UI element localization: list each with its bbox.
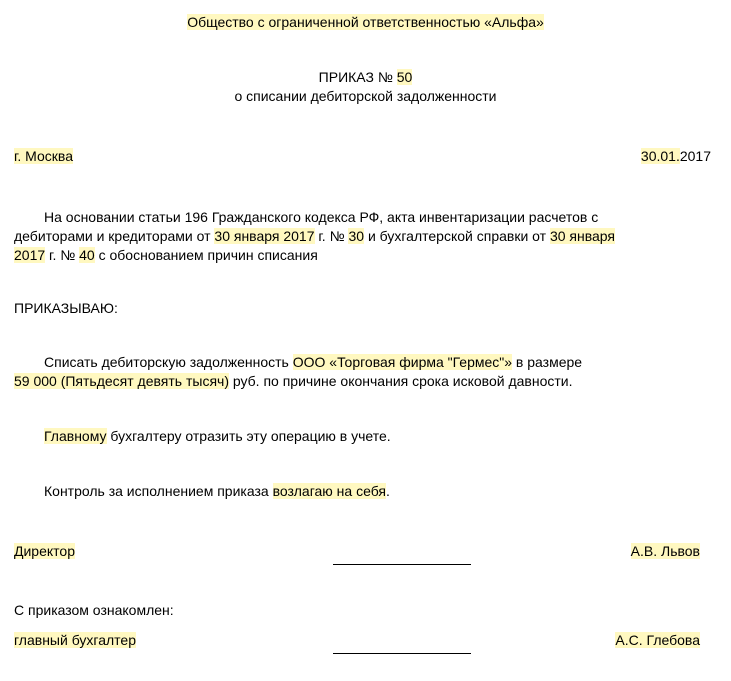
item1-line-1 <box>44 353 582 372</box>
order-title-prefix: ПРИКАЗ № <box>318 69 397 85</box>
reference-date-part2: 2017 <box>14 247 46 263</box>
acquaintance-label: С приказом ознакомлен: <box>14 602 174 618</box>
reference-number: 40 <box>79 247 95 263</box>
control-assignee: возлагаю на себя <box>272 483 386 499</box>
accountant-name <box>615 631 700 650</box>
accountant-title <box>14 631 136 650</box>
director-name-text: А.В. Львов <box>630 543 700 559</box>
director-name <box>631 542 700 561</box>
basis-line-2 <box>14 227 615 246</box>
reference-date-part1: 30 января <box>549 228 616 244</box>
item2-text: бухгалтеру отразить эту операцию в учете. <box>106 428 391 444</box>
item1-text-1: Списать дебиторскую задолженность <box>44 354 293 370</box>
place-text: г. Москва <box>14 148 73 164</box>
order-date <box>641 147 711 166</box>
item3-text-1: Контроль за исполнением приказа <box>44 483 273 499</box>
organization-name: Общество с ограниченной ответственностью «Альфа» <box>187 14 544 30</box>
order-date-year: 2017 <box>679 148 711 164</box>
accountant-title-text: главный бухгалтер <box>14 632 136 648</box>
item1-line-2 <box>14 372 573 391</box>
act-number: 30 <box>348 228 365 244</box>
basis-text-1: На основании статьи 196 Гражданского кодекса РФ, акта инвентаризации расчетов с <box>44 209 599 225</box>
director-title-text: Директор <box>14 543 75 559</box>
basis-text-5: г. № <box>45 247 80 263</box>
item3-text-2: . <box>386 483 390 499</box>
basis-text-4: и бухгалтерской справки от <box>364 228 550 244</box>
item2-line <box>44 427 391 446</box>
organization-header <box>0 13 731 32</box>
basis-line-1 <box>44 208 598 227</box>
item1-text-2: в размере <box>512 354 583 370</box>
order-subtitle: о списании дебиторской задолженности <box>234 88 497 104</box>
order-title <box>0 68 731 87</box>
item1-text-3: руб. по причине окончания срока исковой давности. <box>228 373 573 389</box>
basis-line-3 <box>14 246 318 265</box>
order-date-day-month: 30.01. <box>640 148 680 164</box>
order-number: 50 <box>396 69 413 85</box>
director-signature-line <box>333 564 471 565</box>
orders-word: ПРИКАЗЫВАЮ: <box>14 300 118 316</box>
basis-text-6: с обоснованием причин списания <box>94 247 318 263</box>
place <box>14 147 73 166</box>
basis-text-3: г. № <box>314 228 349 244</box>
act-date: 30 января 2017 <box>214 228 315 244</box>
accountant-name-text: А.С. Глебова <box>615 632 700 648</box>
debtor-name: ООО «Торговая фирма "Гермес"» <box>292 354 513 370</box>
responsible-person: Главному <box>44 428 107 444</box>
director-title <box>14 542 75 561</box>
basis-text-2: дебиторами и кредиторами от <box>14 228 215 244</box>
debt-amount: 59 000 (Пятьдесят девять тысяч) <box>14 373 229 389</box>
item3-line <box>44 482 390 501</box>
accountant-signature-line <box>333 653 471 654</box>
